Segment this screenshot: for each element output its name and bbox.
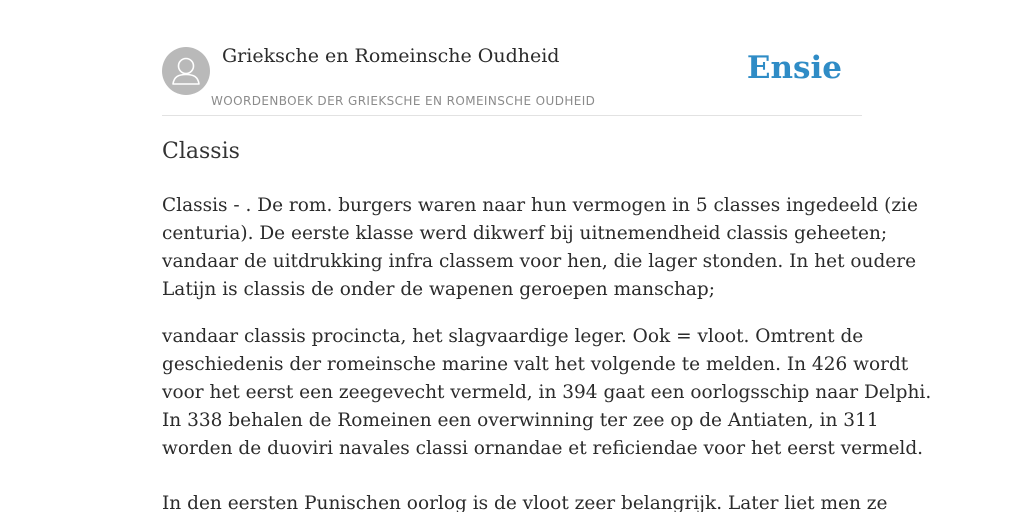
article-body	[162, 192, 932, 512]
text-line: vandaar classis procincta, het slagvaardige leger. Ook = vloot. Omtrent de	[162, 326, 864, 347]
text-line: voor het eerst een zeegevecht vermeld, in 394 gaat een oorlogsschip naar Delphi.	[162, 382, 932, 403]
text-line: In den eersten Punischen oorlog is de vloot zeer belangrijk. Later liet men ze	[162, 493, 888, 512]
article-paragraph	[162, 323, 932, 463]
article-paragraph	[162, 490, 888, 512]
text-line: vandaar de uitdrukking infra classem voor hen, die lager stonden. In het oudere	[162, 251, 917, 272]
source-title[interactable]: Grieksche en Romeinsche Oudheid	[222, 45, 560, 67]
article-title: Classis	[162, 139, 240, 164]
text-line: geschiedenis der romeinsche marine valt het volgende te melden. In 426 wordt	[162, 354, 909, 375]
user-placeholder-icon	[162, 47, 210, 95]
text-line: Classis - . De rom. burgers waren naar hun vermogen in 5 classes ingedeeld (zie	[162, 195, 918, 216]
text-line: centuria). De eerste klasse werd dikwerf bij uitnemendheid classis geheeten;	[162, 223, 888, 244]
avatar[interactable]	[162, 47, 210, 95]
text-line: In 338 behalen de Romeinen een overwinning ter zee op de Antiaten, in 311	[162, 410, 879, 431]
source-subtitle[interactable]: WOORDENBOEK DER GRIEKSCHE EN ROMEINSCHE OUDHEID	[211, 94, 596, 108]
header	[162, 0, 862, 116]
text-line: Latijn is classis de onder de wapenen geroepen manschap;	[162, 279, 715, 300]
ensie-logo[interactable]: Ensie	[746, 50, 842, 86]
article-paragraph	[162, 192, 918, 304]
text-line: worden de duoviri navales classi ornandae et reficiendae voor het eerst vermeld.	[162, 438, 924, 459]
